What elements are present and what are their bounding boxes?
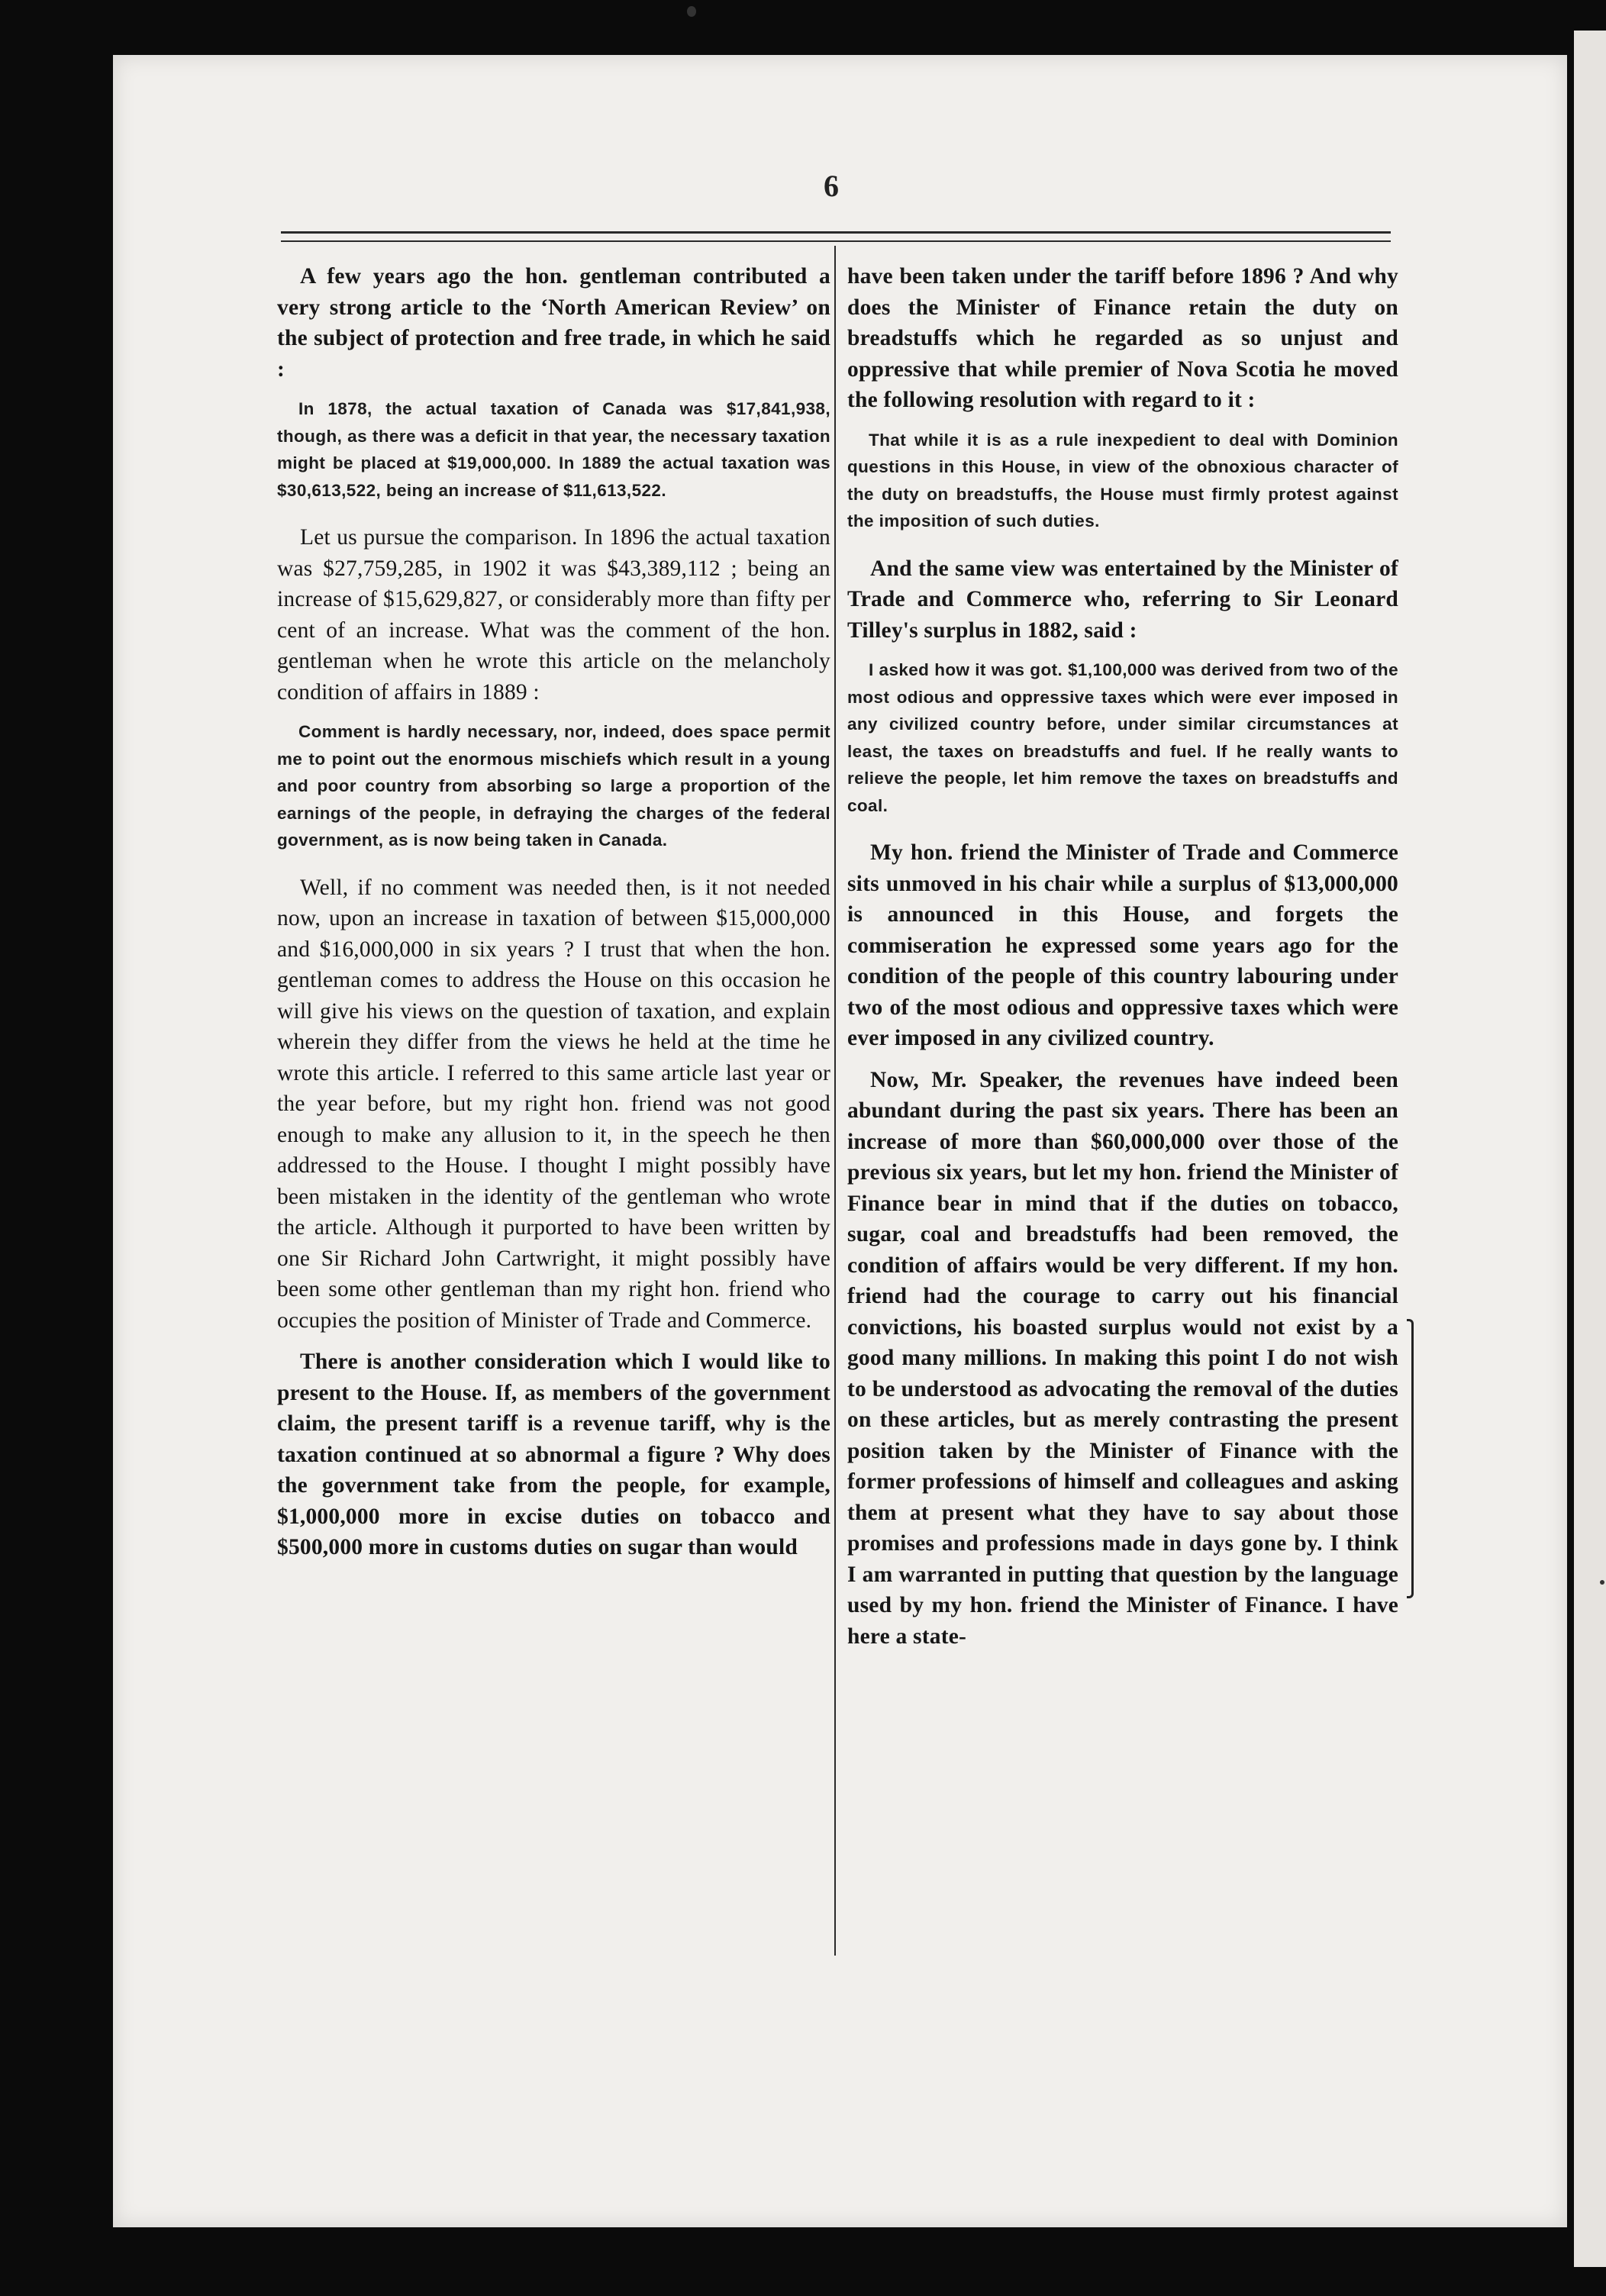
column-divider xyxy=(834,246,836,1956)
block-quote: I asked how it was got. $1,100,000 was derived from two of the most odious and oppressive taxes which were ever imposed in any civilized country before, under similar circumstances at least, the taxes on breadstuffs and fuel. If he really wants to relieve the people, let him remove the taxes on breadstuffs and coal. xyxy=(847,660,1398,815)
header-rule xyxy=(281,231,1391,242)
paragraph: have been taken under the tariff before 1896 ? And why does the Minister of Finance retain the duty on breadstuffs which he regarded as so unjust and oppressive that while premier of Nova Scotia he moved the following resolution with regard to it : xyxy=(847,264,1398,412)
right-column xyxy=(847,261,1398,1662)
page-number: 6 xyxy=(824,169,839,203)
scan-speck xyxy=(1600,1580,1604,1585)
left-column xyxy=(277,261,830,1574)
block-quote: Comment is hardly necessary, nor, indeed, does space permit me to point out the enormous mischiefs which result in a young and poor country from absorbing so large a proportion of the earnings of the people, in defraying the charges of the federal government, as is now being taken in Canada. xyxy=(277,722,830,850)
paragraph: Let us pursue the comparison. In 1896 the actual taxation was $27,759,285, in 1902 it was $43,389,112 ; being an increase of $15,629,827, or considerably more than fifty per cent of an increase. What was the comment of the hon. gentleman when he wrote this article on the melancholy condition of affairs in 1889 : xyxy=(277,525,830,705)
paragraph: And the same view was entertained by the Minister of Trade and Commerce who, referring to Sir Leonard Tilley's surplus in 1882, said : xyxy=(847,556,1398,643)
paragraph: My hon. friend the Minister of Trade and Commerce sits unmoved in his chair while a surplus of $13,000,000 is announced in this House, and forgets the commiseration he expressed some years ago for the condition of the people of this country labouring under two of the most odious and oppressive taxes which were ever imposed in any civilized country. xyxy=(847,840,1398,1050)
paragraph: There is another consideration which I would like to present to the House. If, as members of the government claim, the present tariff is a revenue tariff, why is the taxation continued at so abnormal a figure ? Why does the government take from the people, for example, $1,000,000 more in excise duties on tobacco and $500,000 more in customs duties on sugar than would xyxy=(277,1350,830,1559)
block-quote: In 1878, the actual taxation of Canada was $17,841,938, though, as there was a deficit in that year, the necessary taxation might be placed at $19,000,000. In 1889 the actual taxation was $30,613,522, being an increase of $11,613,522. xyxy=(277,399,830,500)
margin-bracket-mark xyxy=(1407,1319,1414,1598)
paragraph: Well, if no comment was needed then, is it not needed now, upon an increase in taxation of between $15,000,000 and $16,000,000 in six years ? I trust that when the hon. gentleman comes to address the House on this occasion he will give his views on the question of taxation, and explain wherein they differ from the views he held at the time he wrote this article. I referred to this same article last year or the year before, but my right hon. friend was not good enough to make any allusion to it, in the speech he then addressed to the House. I thought I might possibly have been mistaken in the identity of the gentleman who wrote the article. Although it purported to have been written by one Sir Richard John Cartwright, it might possibly have been some other gentleman than my right hon. friend who occupies the position of Minister of Trade and Commerce. xyxy=(277,875,830,1333)
paragraph: Now, Mr. Speaker, the revenues have indeed been abundant during the past six years. There has been an increase of more than $60,000,000 over those of the previous six years, but let my hon. friend the Minister of Finance bear in mind that if the duties on tobacco, sugar, coal and breadstuffs had been removed, the condition of affairs would be very different. If my hon. friend had the courage to carry out his financial convictions, his boasted surplus would not exist by a good many millions. In making this point I do not wish to be understood as advocating the removal of the duties on these articles, but as merely contrasting the present position taken by the Minister of Finance with the former professions of himself and colleagues and asking them at present what they have to say about those promises and professions made in days gone by. I think I am warranted in putting that question by the language used by my hon. friend the Minister of Finance. I have here a state- xyxy=(847,1067,1398,1649)
scan-speck xyxy=(687,6,696,17)
block-quote: That while it is as a rule inexpedient to deal with Dominion questions in this House, in view of the obnoxious character of the duty on breadstuffs, the House must firmly protest against the imposition of such duties. xyxy=(847,430,1398,530)
paragraph: A few years ago the hon. gentleman contributed a very strong article to the ‘North American Review’ on the subject of protection and free trade, in which he said : xyxy=(277,264,830,382)
facing-page-edge xyxy=(1574,31,1606,2267)
